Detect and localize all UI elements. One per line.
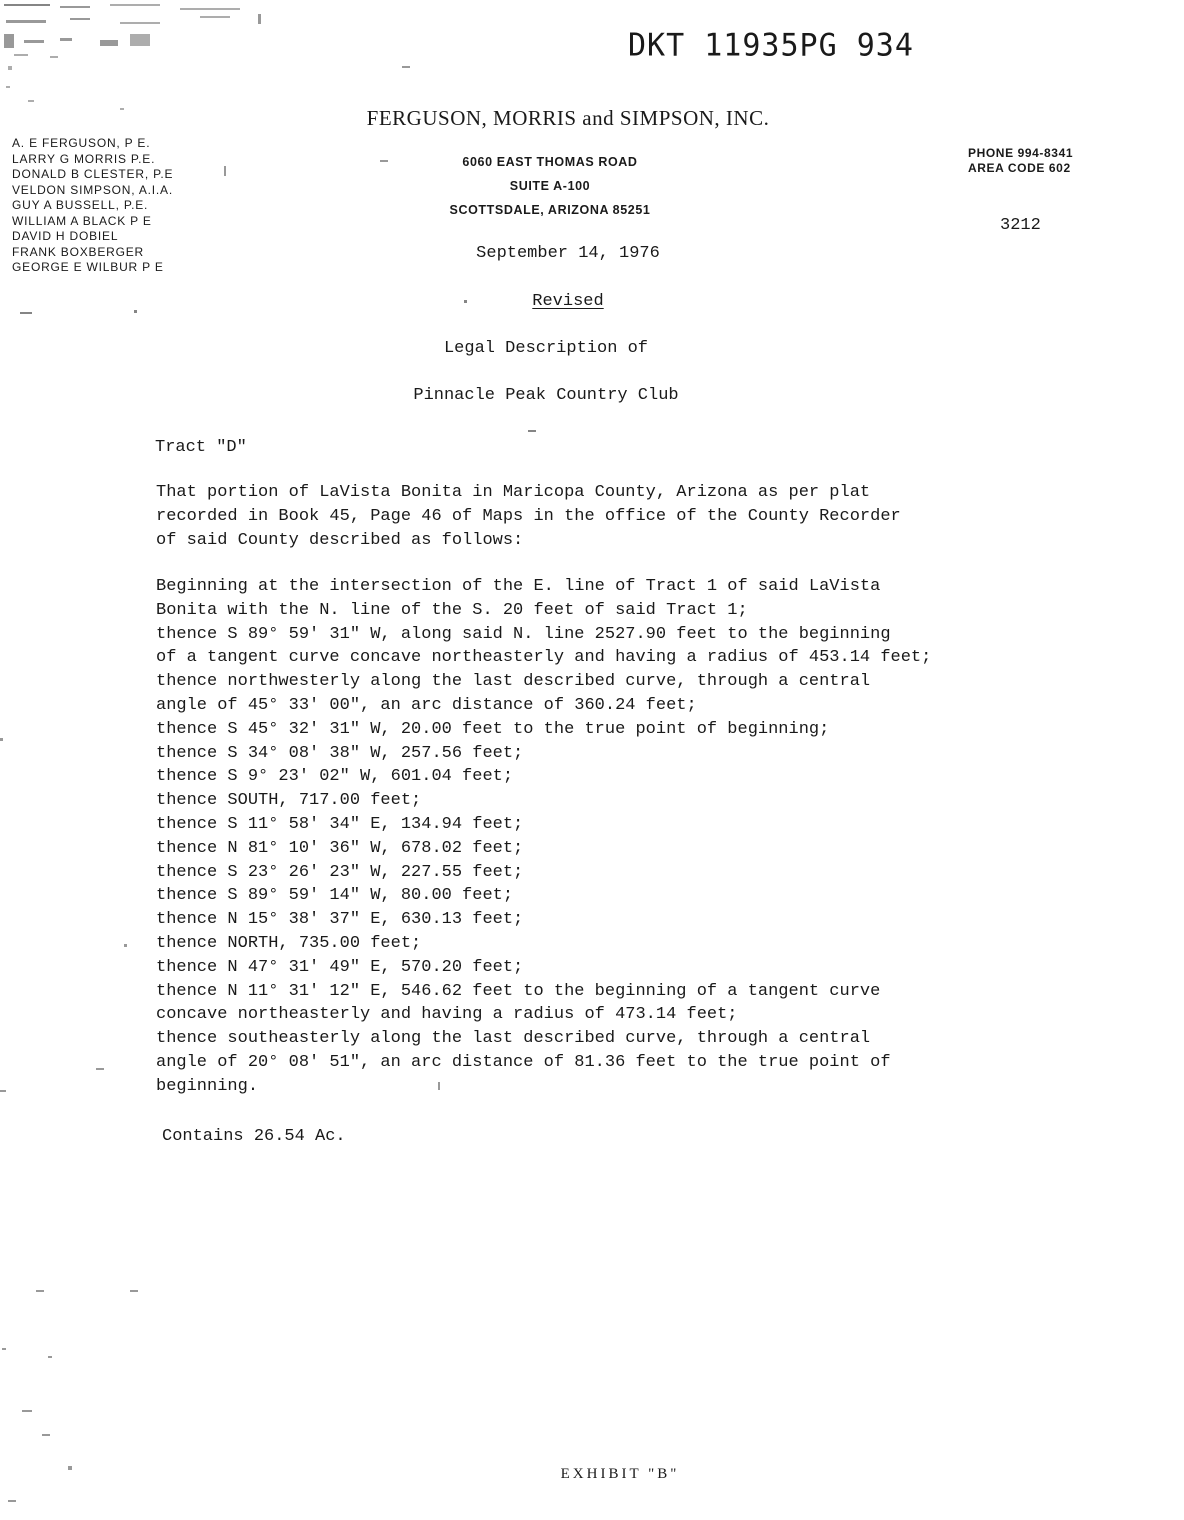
text-line: thence S 11° 58' 34" E, 134.94 feet; (156, 814, 524, 834)
address-line: SUITE A-100 (509, 179, 591, 193)
partner-name: WILLIAM A BLACK P E (12, 213, 152, 228)
text-line: of said County described as follows: (156, 530, 524, 550)
exhibit-label: EXHIBIT "B" (560, 1466, 680, 1482)
partner-name: LARRY G MORRIS P.E. (12, 151, 156, 166)
document-date: September 14, 1976 (476, 244, 660, 263)
text-line: thence S 23° 26' 23" W, 227.55 feet; (156, 862, 524, 882)
tract-heading: Tract "D" (155, 438, 247, 457)
document-title: Legal Description of (443, 339, 649, 358)
firm-name (0, 106, 1136, 131)
partner-name: DAVID H DOBIEL (12, 229, 119, 243)
text-line: thence northwesterly along the last described curve, through a central (156, 672, 871, 692)
job-number: 3212 (1000, 216, 1041, 235)
partner-name: GEORGE E WILBUR P E (12, 260, 164, 274)
text-line: thence N 15° 38' 37" E, 630.13 feet; (156, 910, 524, 930)
text-line: recorded in Book 45, Page 46 of Maps in the office of the County Recorder (156, 506, 901, 526)
text-line: thence S 34° 08' 38" W, 257.56 feet; (156, 743, 524, 763)
area-code: AREA CODE 602 (968, 161, 1071, 175)
text-line: thence N 11° 31' 12" E, 546.62 feet to the beginning of a tangent curve (156, 981, 881, 1001)
text-line: Beginning at the intersection of the E. line of Tract 1 of said LaVista (156, 577, 881, 596)
address-line: SCOTTSDALE, ARIZONA 85251 (449, 203, 651, 217)
partner-name: DONALD B CLESTER, P.E (12, 167, 174, 181)
text-line: thence S 89° 59' 14" W, 80.00 feet; (156, 886, 514, 906)
text-line: thence southeasterly along the last described curve, through a central (156, 1029, 871, 1049)
phone-block (968, 146, 1073, 176)
text-line: thence SOUTH, 717.00 feet; (156, 791, 422, 811)
partner-name: FRANK BOXBERGER (12, 244, 145, 259)
text-line: thence S 89° 59' 31" W, along said N. line 2527.90 feet to the beginning (156, 624, 891, 644)
intro-paragraph (156, 481, 901, 552)
document-subtitle: Pinnacle Peak Country Club (413, 386, 679, 405)
firm-name-text: FERGUSON, MORRIS and SIMPSON, INC. (366, 106, 770, 130)
record-stamp: DKT 11935PG 934 (628, 27, 914, 64)
text-line: beginning. (156, 1076, 259, 1096)
phone-number: PHONE 994-8341 (968, 146, 1074, 160)
partner-name: VELDON SIMPSON, A.I.A. (12, 182, 173, 197)
text-line: thence S 9° 23' 02" W, 601.04 feet; (156, 767, 514, 787)
text-line: angle of 45° 33' 00", an arc distance of 360.24 feet; (156, 695, 697, 715)
address-line: 6060 EAST THOMAS ROAD (462, 155, 638, 169)
partner-name: A. E FERGUSON, P E. (12, 136, 151, 150)
text-line: angle of 20° 08' 51", an arc distance of 81.36 feet to the true point of (156, 1052, 891, 1072)
revised-label: Revised (532, 292, 604, 311)
text-line: thence S 45° 32' 31" W, 20.00 feet to the true point of beginning; (156, 719, 830, 739)
description-paragraph (156, 575, 931, 1099)
firm-address (380, 150, 720, 222)
text-line: thence N 47° 31' 49" E, 570.20 feet; (156, 957, 524, 977)
partner-name: GUY A BUSSELL, P.E. (12, 198, 149, 212)
text-line: thence NORTH, 735.00 feet; (156, 933, 422, 953)
text-line: thence N 81° 10' 36" W, 678.02 feet; (156, 838, 524, 858)
text-line: concave northeasterly and having a radius of 473.14 feet; (156, 1005, 738, 1025)
text-line: Bonita with the N. line of the S. 20 feet of said Tract 1; (156, 600, 748, 620)
text-line: of a tangent curve concave northeasterly and having a radius of 453.14 feet; (156, 648, 932, 668)
area-total: Contains 26.54 Ac. (162, 1127, 346, 1146)
text-line: That portion of LaVista Bonita in Maricopa County, Arizona as per plat (156, 483, 871, 502)
